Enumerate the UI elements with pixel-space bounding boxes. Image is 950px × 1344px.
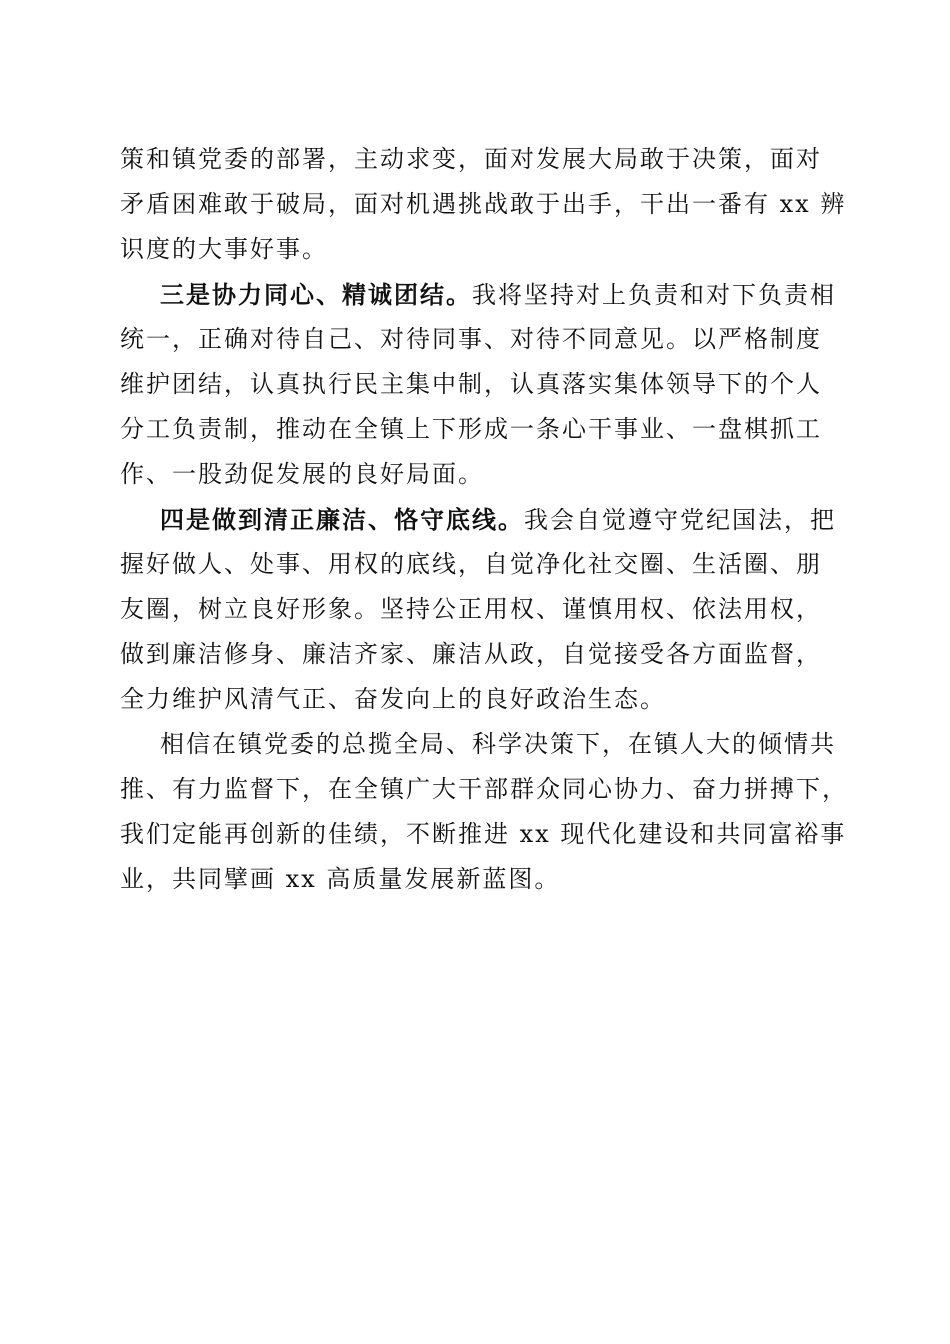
text-segment: 相信在镇党委的总揽全局、科学决策下，在镇人大的倾情共 (160, 730, 836, 758)
text-segment: 分工负责制，推动在全镇上下形成一条心干事业、一盘棋抓工 (120, 415, 822, 443)
document-body (120, 137, 848, 902)
text-segment: 握好做人、处事、用权的底线，自觉净化社交圈、生活圈、朋 (120, 550, 822, 578)
text-segment: 全力维护风清气正、奋发向上的良好政治生态。 (120, 685, 666, 713)
text-segment: 推、有力监督下，在全镇广大干部群众同心协力、奋力拼搏下， (120, 775, 848, 803)
text-line (120, 857, 832, 902)
text-line (120, 362, 832, 407)
text-line (120, 632, 832, 677)
text-segment: 友圈，树立良好形象。坚持公正用权、谨慎用权、依法用权， (120, 595, 822, 623)
paragraph-point-four (120, 497, 836, 722)
text-segment: 策和镇党委的部署，主动求变，面对发展大局敢于决策，面对 (120, 145, 822, 173)
text-segment: 做到廉洁修身、廉洁齐家、廉洁从政，自觉接受各方面监督， (120, 640, 822, 668)
text-segment: 我将坚持对上负责和对下负责相 (472, 281, 836, 309)
text-segment: 矛盾困难敢于破局，面对机遇挑战敢于出手，干出一番有 xx 辨 (120, 190, 847, 218)
paragraph-point-three (120, 272, 836, 497)
text-line (120, 812, 847, 857)
text-segment: 业，共同擘画 xx 高质量发展新蓝图。 (120, 865, 561, 893)
text-line (120, 497, 836, 542)
text-line (120, 722, 836, 767)
paragraph-conclusion (120, 722, 848, 902)
text-line (120, 137, 832, 182)
text-segment: 统一，正确对待自己、对待同事、对待不同意见。以严格制度 (120, 325, 822, 353)
text-line (120, 272, 836, 317)
text-segment: 我们定能再创新的佳绩，不断推进 xx 现代化建设和共同富裕事 (120, 820, 847, 848)
text-segment: 维护团结，认真执行民主集中制，认真落实集体领导下的个人 (120, 370, 822, 398)
text-line (120, 767, 848, 812)
text-line (120, 227, 832, 272)
text-segment: 识度的大事好事。 (120, 235, 328, 263)
text-line (120, 542, 832, 587)
text-segment: 我会自觉遵守党纪国法，把 (524, 506, 836, 534)
text-line (120, 182, 847, 227)
text-line (120, 317, 832, 362)
text-line (120, 452, 832, 497)
point-heading: 三是协力同心、精诚团结。 (160, 280, 472, 309)
text-line (120, 587, 832, 632)
paragraph-continuation (120, 137, 847, 272)
point-heading: 四是做到清正廉洁、恪守底线。 (160, 505, 524, 534)
text-line (120, 677, 832, 722)
text-line (120, 407, 832, 452)
text-segment: 作、一股劲促发展的良好局面。 (120, 460, 484, 488)
